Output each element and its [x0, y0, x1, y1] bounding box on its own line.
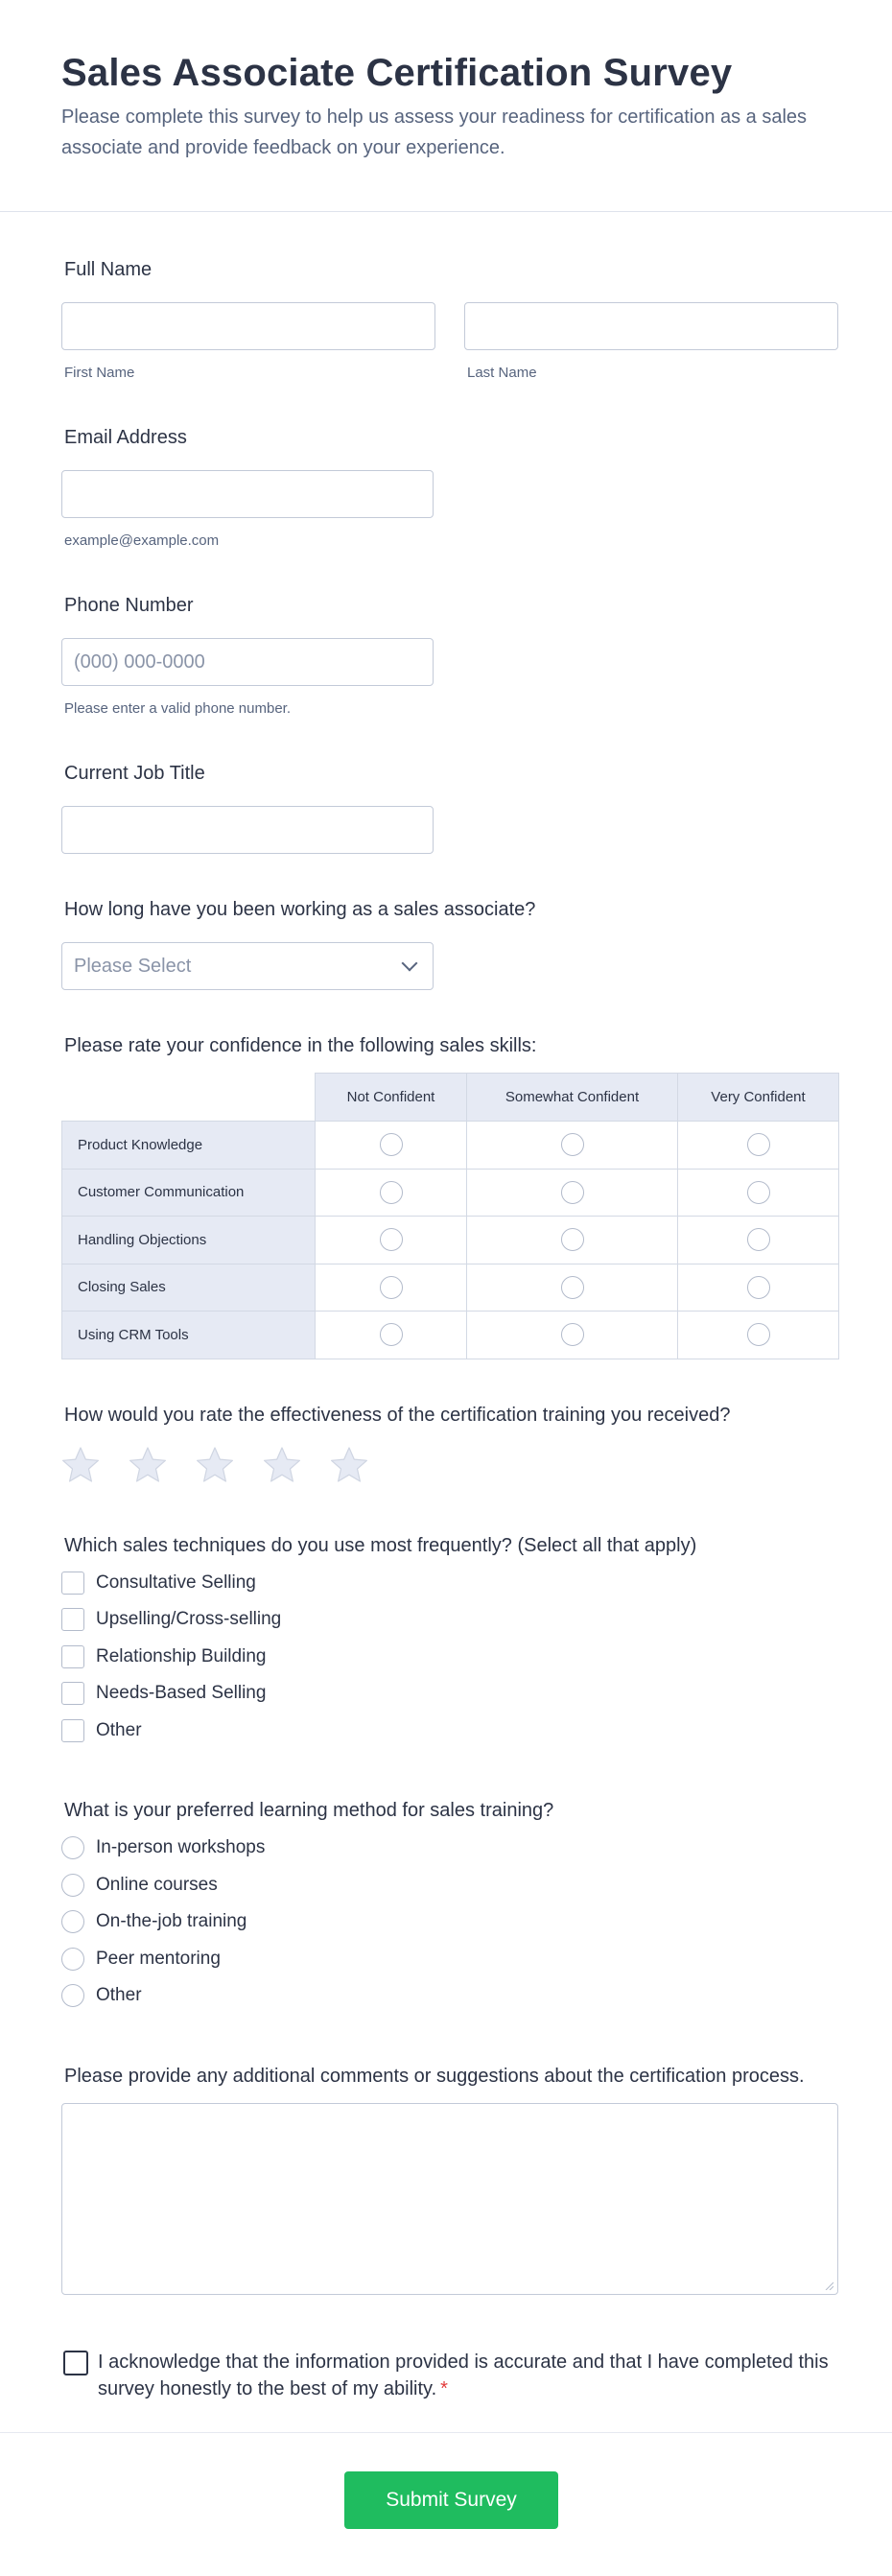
star-icon[interactable]	[129, 1446, 167, 1484]
checkbox-label: Upselling/Cross-selling	[96, 1609, 282, 1630]
radio-label: Online courses	[96, 1874, 218, 1895]
matrix-radio[interactable]	[561, 1133, 584, 1156]
phone-sublabel: Please enter a valid phone number.	[64, 700, 291, 717]
radio-button[interactable]	[61, 1910, 84, 1933]
comments-label: Please provide any additional comments or suggestions about the certification process.	[64, 2065, 805, 2087]
matrix-row-label: Closing Sales	[62, 1264, 316, 1312]
star-icon[interactable]	[61, 1446, 100, 1484]
checkbox[interactable]	[61, 1608, 84, 1631]
checkbox[interactable]	[61, 1719, 84, 1742]
matrix-radio[interactable]	[747, 1133, 770, 1156]
last-name-input[interactable]	[464, 302, 838, 350]
radio-label: Peer mentoring	[96, 1948, 221, 1969]
matrix-radio[interactable]	[561, 1181, 584, 1204]
job-title-label: Current Job Title	[64, 763, 205, 784]
training-rating-section	[0, 1402, 892, 1484]
radio-option[interactable]	[61, 1867, 892, 1904]
radio-option[interactable]	[61, 1941, 892, 1978]
learning-section	[0, 1797, 892, 2015]
phone-section	[0, 592, 892, 719]
checkbox-option[interactable]	[61, 1601, 892, 1639]
submit-button[interactable]: Submit Survey	[344, 2471, 558, 2529]
resize-grip-icon[interactable]	[824, 2281, 833, 2290]
radio-button[interactable]	[61, 1984, 84, 2007]
radio-label: On-the-job training	[96, 1911, 247, 1932]
checkbox-option[interactable]	[61, 1565, 892, 1602]
required-asterisk: *	[440, 2377, 448, 2399]
full-name-label: Full Name	[64, 259, 153, 280]
tenure-section	[0, 896, 892, 990]
checkbox-option[interactable]	[61, 1639, 892, 1676]
training-rating-label: How would you rate the effectiveness of the certification training you received?	[64, 1404, 731, 1426]
phone-field[interactable]: (000) 000-0000	[61, 638, 434, 686]
matrix-row-label: Using CRM Tools	[62, 1312, 316, 1359]
matrix-radio[interactable]	[561, 1276, 584, 1299]
confidence-matrix	[61, 1073, 839, 1359]
checkbox-option[interactable]	[61, 1713, 892, 1750]
matrix-radio[interactable]	[380, 1181, 403, 1204]
radio-button[interactable]	[61, 1948, 84, 1971]
email-sublabel: example@example.com	[64, 532, 220, 549]
radio-option[interactable]	[61, 1830, 892, 1867]
checkbox[interactable]	[61, 1572, 84, 1595]
techniques-label: Which sales techniques do you use most frequently? (Select all that apply)	[64, 1534, 697, 1556]
matrix-column-header: Very Confident	[678, 1074, 839, 1122]
job-title-field[interactable]	[61, 806, 434, 854]
matrix-radio[interactable]	[747, 1228, 770, 1251]
acknowledge-label	[98, 2349, 838, 2402]
form-header	[0, 0, 892, 212]
first-name-input[interactable]	[61, 302, 435, 350]
page-description: Please complete this survey to help us assess your readiness for certification as a sales associate and provide feedback on your experience.	[61, 106, 808, 158]
matrix-row	[62, 1264, 839, 1312]
radio-button[interactable]	[61, 1836, 84, 1859]
checkbox[interactable]	[61, 1645, 84, 1668]
star-icon[interactable]	[263, 1446, 301, 1484]
acknowledge-option[interactable]	[61, 2349, 838, 2402]
phone-label: Phone Number	[64, 595, 194, 616]
matrix-radio[interactable]	[561, 1323, 584, 1346]
matrix-row	[62, 1217, 839, 1264]
full-name-section	[0, 256, 892, 383]
radio-button[interactable]	[61, 1874, 84, 1897]
matrix-row-label: Product Knowledge	[62, 1122, 316, 1170]
checkbox-label: Relationship Building	[96, 1645, 267, 1666]
email-field[interactable]	[61, 470, 434, 518]
acknowledge-checkbox[interactable]	[63, 2351, 88, 2375]
email-section	[0, 424, 892, 551]
matrix-row	[62, 1169, 839, 1217]
confidence-label: Please rate your confidence in the following sales skills:	[64, 1035, 537, 1056]
radio-option[interactable]	[61, 1903, 892, 1941]
matrix-radio[interactable]	[747, 1181, 770, 1204]
matrix-radio[interactable]	[747, 1323, 770, 1346]
radio-option[interactable]	[61, 1977, 892, 2015]
matrix-column-header: Not Confident	[316, 1074, 467, 1122]
matrix-radio[interactable]	[380, 1133, 403, 1156]
matrix-radio[interactable]	[747, 1276, 770, 1299]
checkbox-label: Consultative Selling	[96, 1572, 256, 1593]
matrix-row	[62, 1122, 839, 1170]
star-icon[interactable]	[196, 1446, 234, 1484]
tenure-select[interactable]	[61, 942, 434, 990]
checkbox-label: Other	[96, 1719, 142, 1740]
learning-label: What is your preferred learning method for sales training?	[64, 1800, 554, 1821]
matrix-radio[interactable]	[380, 1228, 403, 1251]
comments-section	[0, 2063, 892, 2295]
form-footer	[0, 2432, 892, 2576]
matrix-radio[interactable]	[561, 1228, 584, 1251]
matrix-row-label: Handling Objections	[62, 1217, 316, 1264]
checkbox[interactable]	[61, 1682, 84, 1705]
job-title-section	[0, 760, 892, 854]
comments-textarea[interactable]	[61, 2103, 838, 2295]
first-name-sublabel: First Name	[64, 365, 135, 381]
matrix-row-label: Customer Communication	[62, 1169, 316, 1217]
tenure-selected-value: Please Select	[74, 955, 192, 977]
techniques-section	[0, 1532, 892, 1750]
page-title: Sales Associate Certification Survey	[61, 52, 733, 94]
matrix-column-header: Somewhat Confident	[467, 1074, 678, 1122]
email-label: Email Address	[64, 427, 187, 448]
checkbox-option[interactable]	[61, 1675, 892, 1713]
confidence-section	[0, 1032, 892, 1359]
acknowledge-text: I acknowledge that the information provided is accurate and that I have completed this survey honestly to the best of my ability.	[98, 2351, 829, 2399]
matrix-row	[62, 1312, 839, 1359]
star-icon[interactable]	[330, 1446, 368, 1484]
matrix-radio[interactable]	[380, 1323, 403, 1346]
chevron-down-icon	[402, 956, 418, 972]
matrix-corner	[62, 1074, 316, 1122]
checkbox-label: Needs-Based Selling	[96, 1683, 267, 1704]
last-name-sublabel: Last Name	[467, 365, 537, 381]
tenure-label: How long have you been working as a sales associate?	[64, 899, 536, 920]
acknowledge-section	[0, 2349, 892, 2402]
radio-label: In-person workshops	[96, 1837, 266, 1858]
radio-label: Other	[96, 1985, 142, 2006]
star-rating	[61, 1446, 892, 1484]
matrix-radio[interactable]	[380, 1276, 403, 1299]
